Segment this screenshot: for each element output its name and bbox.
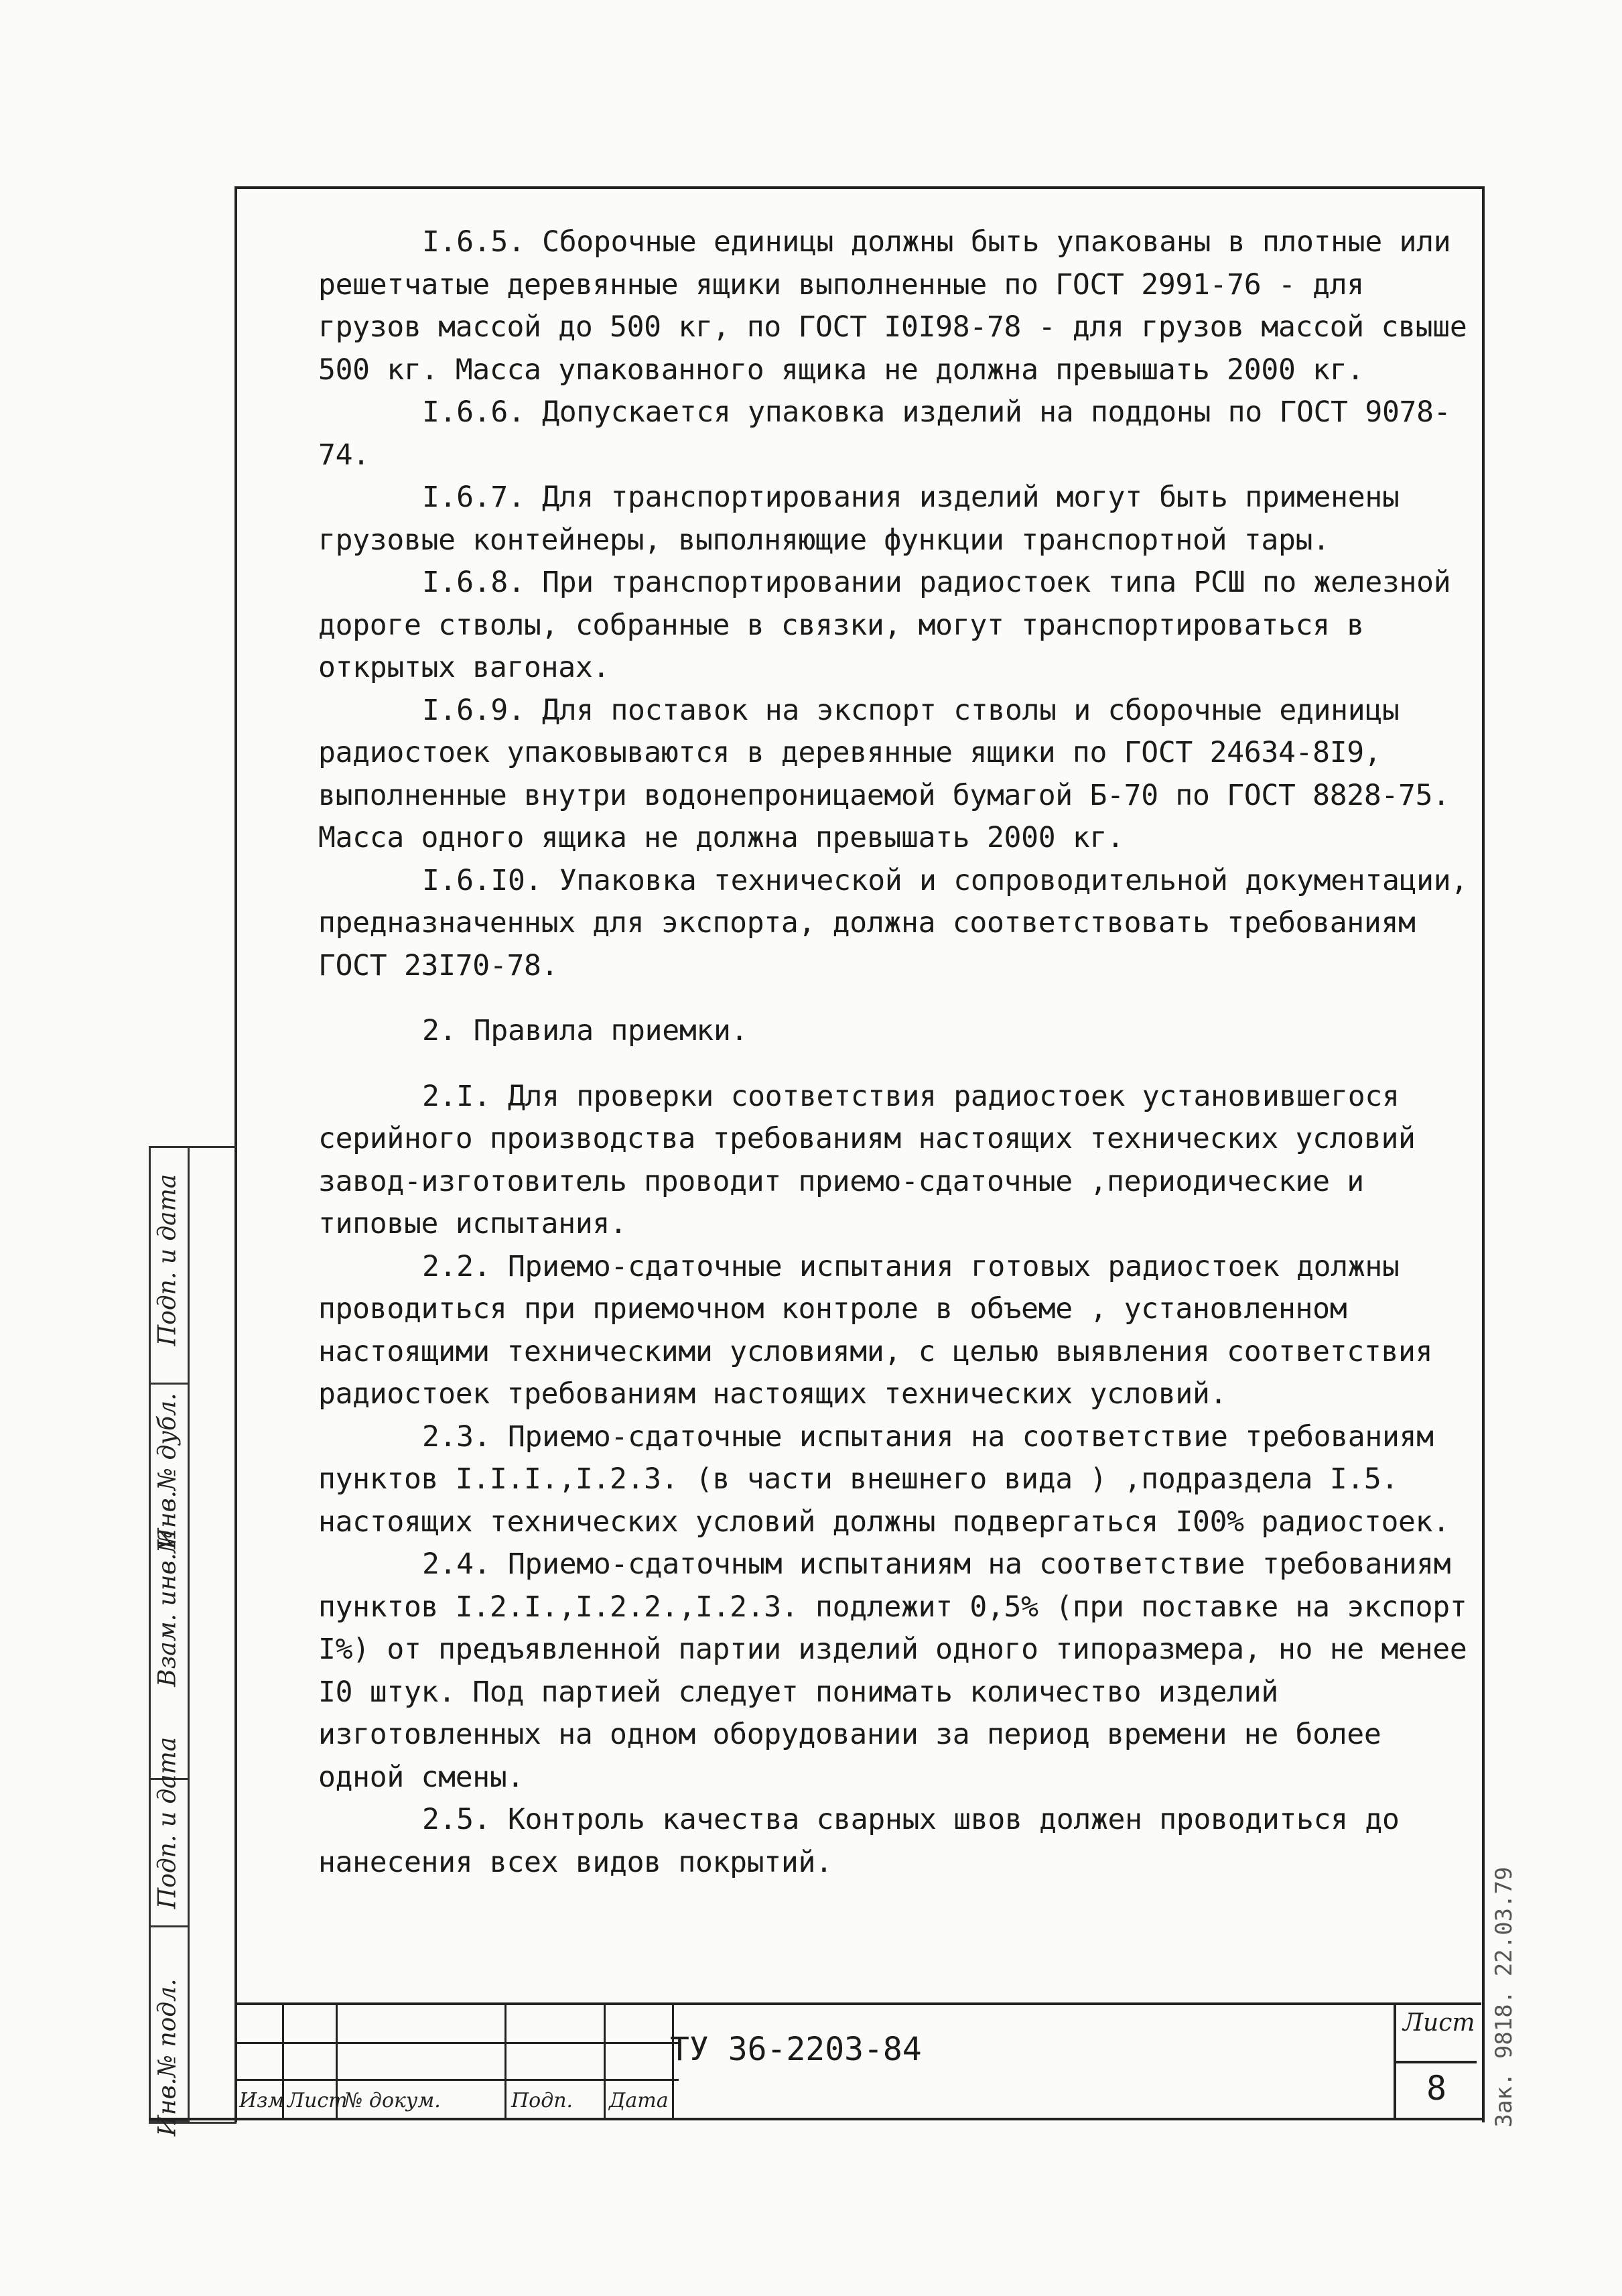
- stamp-label-podp: Подп.: [511, 2089, 573, 2112]
- document-body: [318, 221, 1477, 1884]
- paragraph-2-5: 2.5. Контроль качества сварных швов должен проводиться до нанесения всех видов покрытий.: [318, 1803, 1400, 1879]
- stamp-label-izm: Изм: [239, 2089, 285, 2112]
- section-heading-2: 2. Правила приемки.: [422, 1014, 748, 1047]
- stamp-label-list: Лист: [287, 2089, 348, 2112]
- paragraph-2-3: 2.3. Приемо-сдаточные испытания на соответствие требованиям пунктов I.I.I.,I.2.3. (в части внешнего вида ) ,подраздела I.5. настоящих технических условий должны подвергаться I00% радиостоек.: [318, 1419, 1450, 1539]
- side-label-podp-data-2: Подп. и дата: [153, 1173, 182, 1346]
- document-code: ТУ 36-2203-84: [670, 2031, 922, 2068]
- side-label-vzam-inv: Взам. инв.№: [153, 1530, 182, 1687]
- paragraph-1-6-7: I.6.7. Для транспортирования изделий могут быть применены грузовые контейнеры, выполняющие функции транспортной тары.: [318, 481, 1400, 557]
- side-label-podp-data-1: Подп. и дата: [153, 1736, 182, 1909]
- title-block-grid: [236, 2005, 679, 2118]
- side-label-inv-podl: Инв.№ подл.: [153, 1978, 182, 2136]
- print-order-note: Зак. 9818. 22.03.79: [1491, 1866, 1517, 2128]
- paragraph-1-6-6: I.6.6. Допускается упаковка изделий на поддоны по ГОСТ 9078-74.: [318, 395, 1451, 472]
- paragraph-1-6-9: I.6.9. Для поставок на экспорт стволы и сборочные единицы радиостоек упаковываются в деревянные ящики по ГОСТ 24634-8I9, выполненные внутри водонепроницаемой бумагой Б-70 по ГОСТ 8828-75. Масса одного ящика не должна превышать 2000 кг.: [318, 693, 1450, 854]
- paragraph-2-2: 2.2. Приемо-сдаточные испытания готовых радиостоек должны проводиться при приемочном контроле в объеме , установленном настоящими техническими условиями, с целью выявления соответствия радиостоек требованиям настоящих технических условий.: [318, 1249, 1433, 1411]
- stamp-label-data: Дата: [609, 2089, 669, 2112]
- sheet-label: Лист: [1403, 2009, 1475, 2037]
- paragraph-2-1: 2.I. Для проверки соответствия радиостоек установившегося серийного производства требованиям настоящих технических условий завод-изготовитель проводит приемо-сдаточные ,периодические и типовые испытания.: [318, 1079, 1416, 1240]
- paragraph-2-4: 2.4. Приемо-сдаточным испытаниям на соответствие требованиям пунктов I.2.I.,I.2.2.,I.2.3. подлежит 0,5% (при поставке на экспорт I%) от предъявленной партии изделий одного типоразмера, но не менее I0 штук. Под партией следует понимать количество изделий изготовленных на одном оборудовании за период времени не более одной смены.: [318, 1547, 1467, 1794]
- paragraph-1-6-10: I.6.I0. Упаковка технической и сопроводительной документации, предназначенных для экспорта, должна соответствовать требованиям ГОСТ 23I70-78.: [318, 863, 1468, 982]
- side-label-inv-dubl: Инв.№ дубл.: [153, 1393, 182, 1549]
- paragraph-1-6-8: I.6.8. При транспортировании радиостоек типа РСШ по железной дороге стволы, собранные в связки, могут транспортироваться в открытых вагонах.: [318, 566, 1451, 684]
- paragraph-1-6-5: I.6.5. Сборочные единицы должны быть упакованы в плотные или решетчатые деревянные ящики выполненные по ГОСТ 2991-76 - для грузов массой до 500 кг, по ГОСТ I0I98-78 - для грузов массой свыше 500 кг. Масса упакованного ящика не должна превышать 2000 кг.: [318, 225, 1467, 387]
- sheet-box: [1394, 2004, 1477, 2118]
- side-stamp-value-column: [190, 1148, 236, 2122]
- stamp-label-dokum: № докум.: [344, 2089, 441, 2112]
- bottom-rule: [149, 2118, 1482, 2120]
- sheet-number: 8: [1396, 2061, 1477, 2108]
